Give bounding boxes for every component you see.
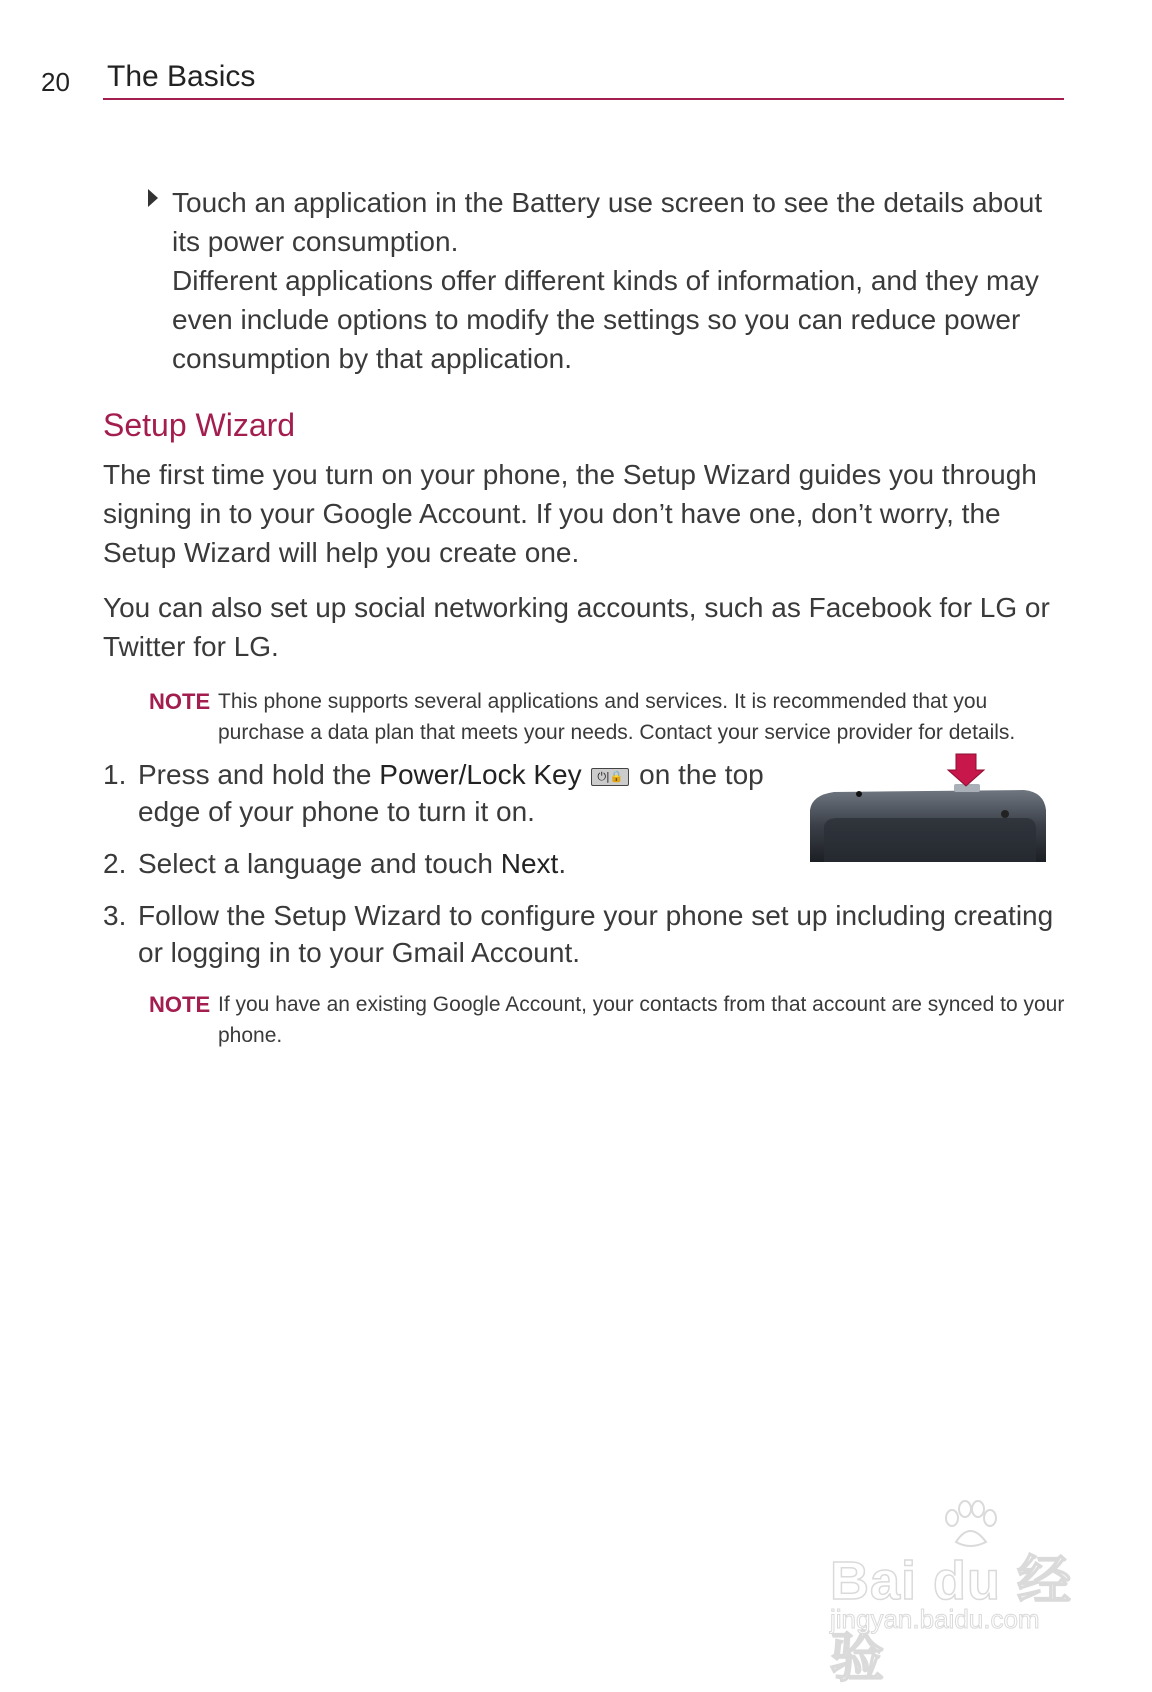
triangle-bullet-icon [148, 189, 158, 207]
note-google-account [149, 989, 1069, 1051]
power-lock-key-label: Power/Lock Key [379, 759, 582, 790]
step-1 [103, 756, 803, 830]
step-text-post: on the top edge of your phone to turn it on. [138, 759, 764, 827]
step-number: 1. [103, 759, 127, 790]
note-data-plan [149, 686, 1069, 748]
social-paragraph: You can also set up social networking accounts, such as Facebook for LG or Twitter for LG. [103, 592, 1050, 662]
note-label: NOTE [149, 689, 211, 714]
baidu-watermark [820, 1500, 1100, 1688]
power-lock-key-icon: ⏻|🔒 [591, 768, 629, 786]
step-number: 3. [103, 900, 127, 931]
header-rule [103, 98, 1064, 100]
bullet-item [148, 183, 1068, 378]
watermark-main: Bai du 经验 [830, 1551, 1073, 1688]
step-text-post: . [558, 848, 567, 879]
page-number: 20 [41, 67, 70, 97]
intro-paragraph: The first time you turn on your phone, the Setup Wizard guides you through signing in to your Google Account. If you don’t have one, don’t worry, the Setup Wizard will help you create one. [103, 459, 1037, 568]
step-2 [103, 845, 803, 882]
phone-top-edge-image [804, 750, 1048, 862]
step-text-pre: Select a language and touch [138, 848, 501, 879]
bullet-line-1: Touch an application in the Battery use screen to see the details about its power consumption. [172, 187, 1043, 257]
watermark-url: jingyan.baidu.com [830, 1604, 1040, 1634]
bullet-line-2: Different applications offer different kinds of information, and they may even include options to modify the settings so you can reduce power consumption by that application. [172, 265, 1039, 374]
setup-wizard-heading: Setup Wizard [103, 407, 296, 443]
note-text: If you have an existing Google Account, your contacts from that account are synced to your phone. [218, 993, 1065, 1047]
section-title: The Basics [107, 60, 256, 93]
step-text-pre: Press and hold the [138, 759, 380, 790]
step-number: 2. [103, 848, 127, 879]
next-label: Next [500, 848, 559, 879]
step-text: Follow the Setup Wizard to configure your phone set up including creating or logging in to your Gmail Account. [138, 900, 1054, 968]
bullet-text [172, 183, 1068, 378]
step-3 [103, 897, 1063, 971]
step-text [138, 845, 803, 882]
step-text [138, 756, 803, 830]
note-text: This phone supports several applications and services. It is recommended that you purchase a data plan that meets your needs. Contact your service provider for details. [218, 690, 1016, 744]
note-label: NOTE [149, 992, 211, 1017]
